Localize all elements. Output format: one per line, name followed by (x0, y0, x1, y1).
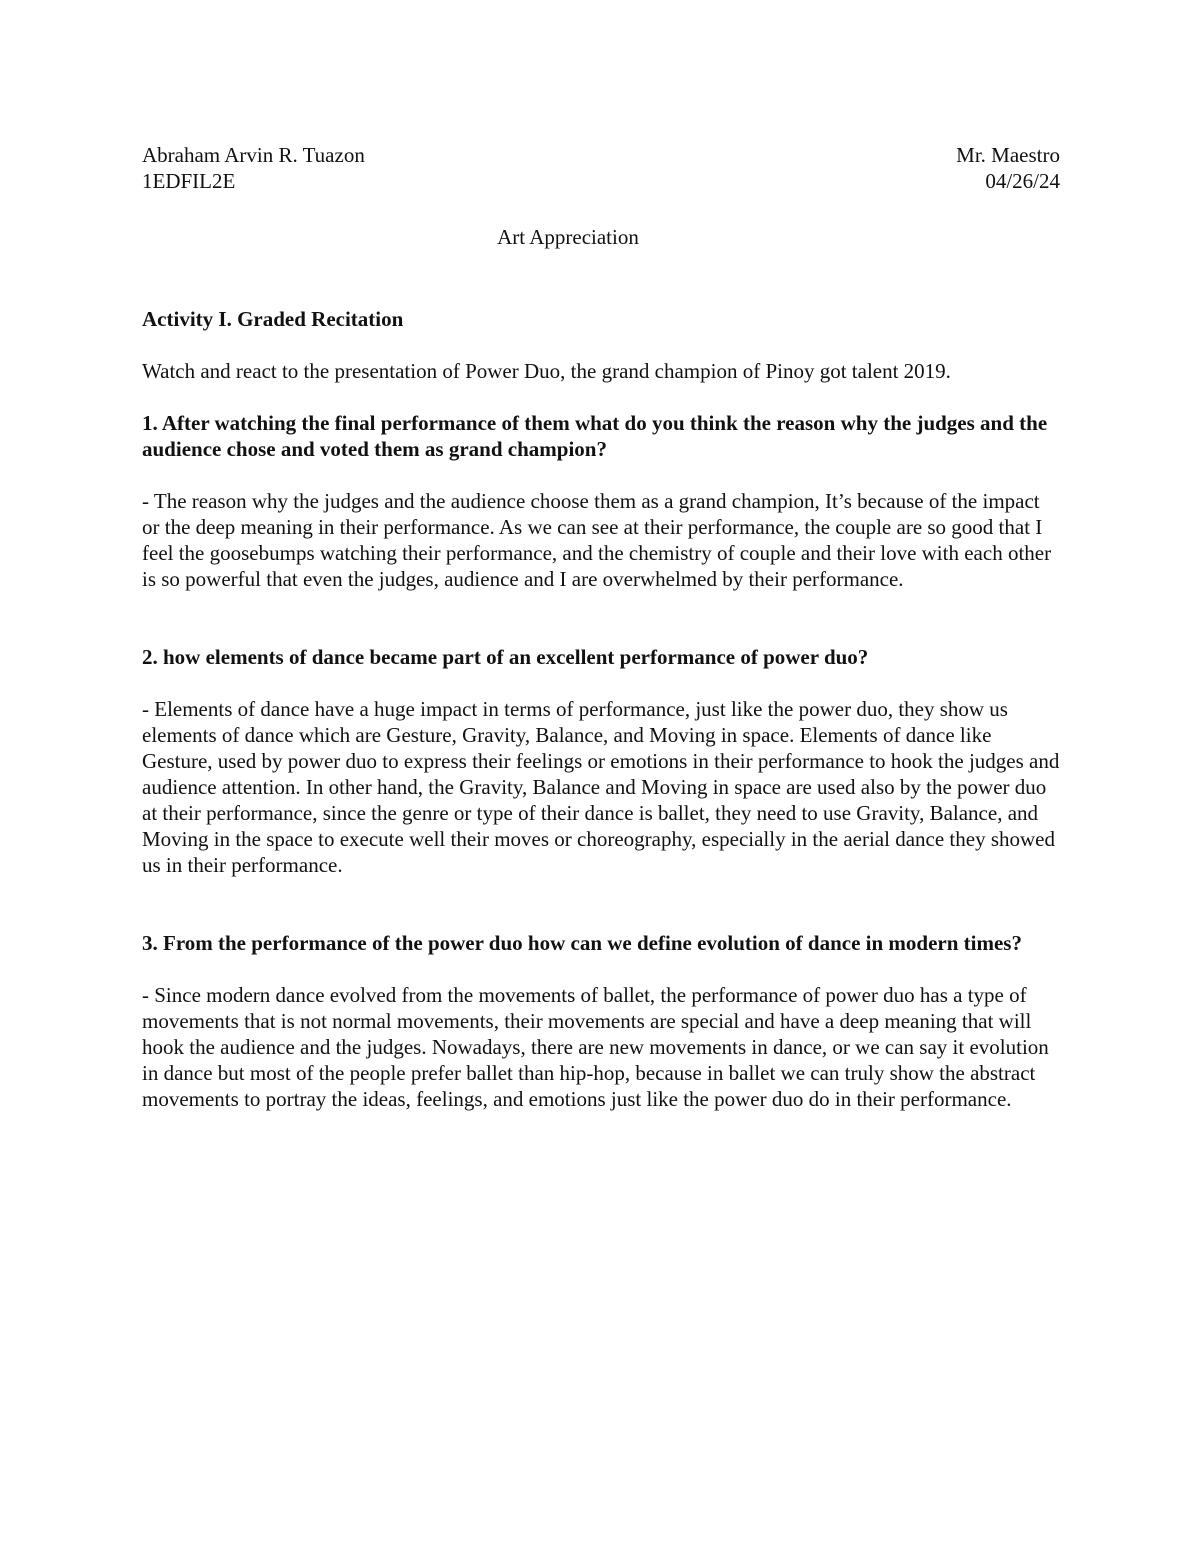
header-row-1 (142, 142, 1060, 168)
answer-2: - Elements of dance have a huge impact in terms of performance, just like the power duo, they show us elements of dance which are Gesture, Gravity, Balance, and Moving in space. Elements of dance like Gesture, used by power duo to express their feelings or emotions in their performance to hook the judges and audience attention. In other hand, the Gravity, Balance and Moving in space are used also by the power duo at their performance, since the genre or type of their dance is ballet, they need to use Gravity, Balance, and Moving in the space to execute well their moves or choreography, especially in the aerial dance they showed us in their performance. (142, 697, 1060, 877)
document-title: Art Appreciation (497, 225, 639, 249)
question-1: 1. After watching the final performance of them what do you think the reason why the judges and the audience chose and voted them as grand champion? (142, 411, 1048, 461)
document-body (142, 306, 1060, 1112)
document-date: 04/26/24 (985, 169, 1060, 193)
question-3: 3. From the performance of the power duo how can we define evolution of dance in modern times? (142, 931, 1022, 955)
answer-1: - The reason why the judges and the audience choose them as a grand champion, It’s because of the impact or the deep meaning in their performance. As we can see at their performance, the couple are so good that I feel the goosebumps watching their performance, and the chemistry of couple and their love with each other is so powerful that even the judges, audience and I are overwhelmed by their performance. (142, 489, 1052, 591)
question-2: 2. how elements of dance became part of an excellent performance of power duo? (142, 645, 869, 669)
activity-instruction: Watch and react to the presentation of Power Duo, the grand champion of Pinoy got talent 2019. (142, 359, 951, 383)
teacher-name: Mr. Maestro (956, 143, 1060, 167)
student-name: Abraham Arvin R. Tuazon (142, 143, 365, 167)
section-code: 1EDFIL2E (142, 169, 236, 193)
document-header (142, 142, 1060, 194)
activity-heading: Activity I. Graded Recitation (142, 307, 404, 331)
header-row-2 (142, 168, 1060, 194)
answer-3: - Since modern dance evolved from the movements of ballet, the performance of power duo has a type of movements that is not normal movements, their movements are special and have a deep meaning that will hook the audience and the judges. Nowadays, there are new movements in dance, or we can say it evolution in dance but most of the people prefer ballet than hip-hop, because in ballet we can truly show the abstract movements to portray the ideas, feelings, and emotions just like the power duo do in their performance. (142, 983, 1049, 1111)
